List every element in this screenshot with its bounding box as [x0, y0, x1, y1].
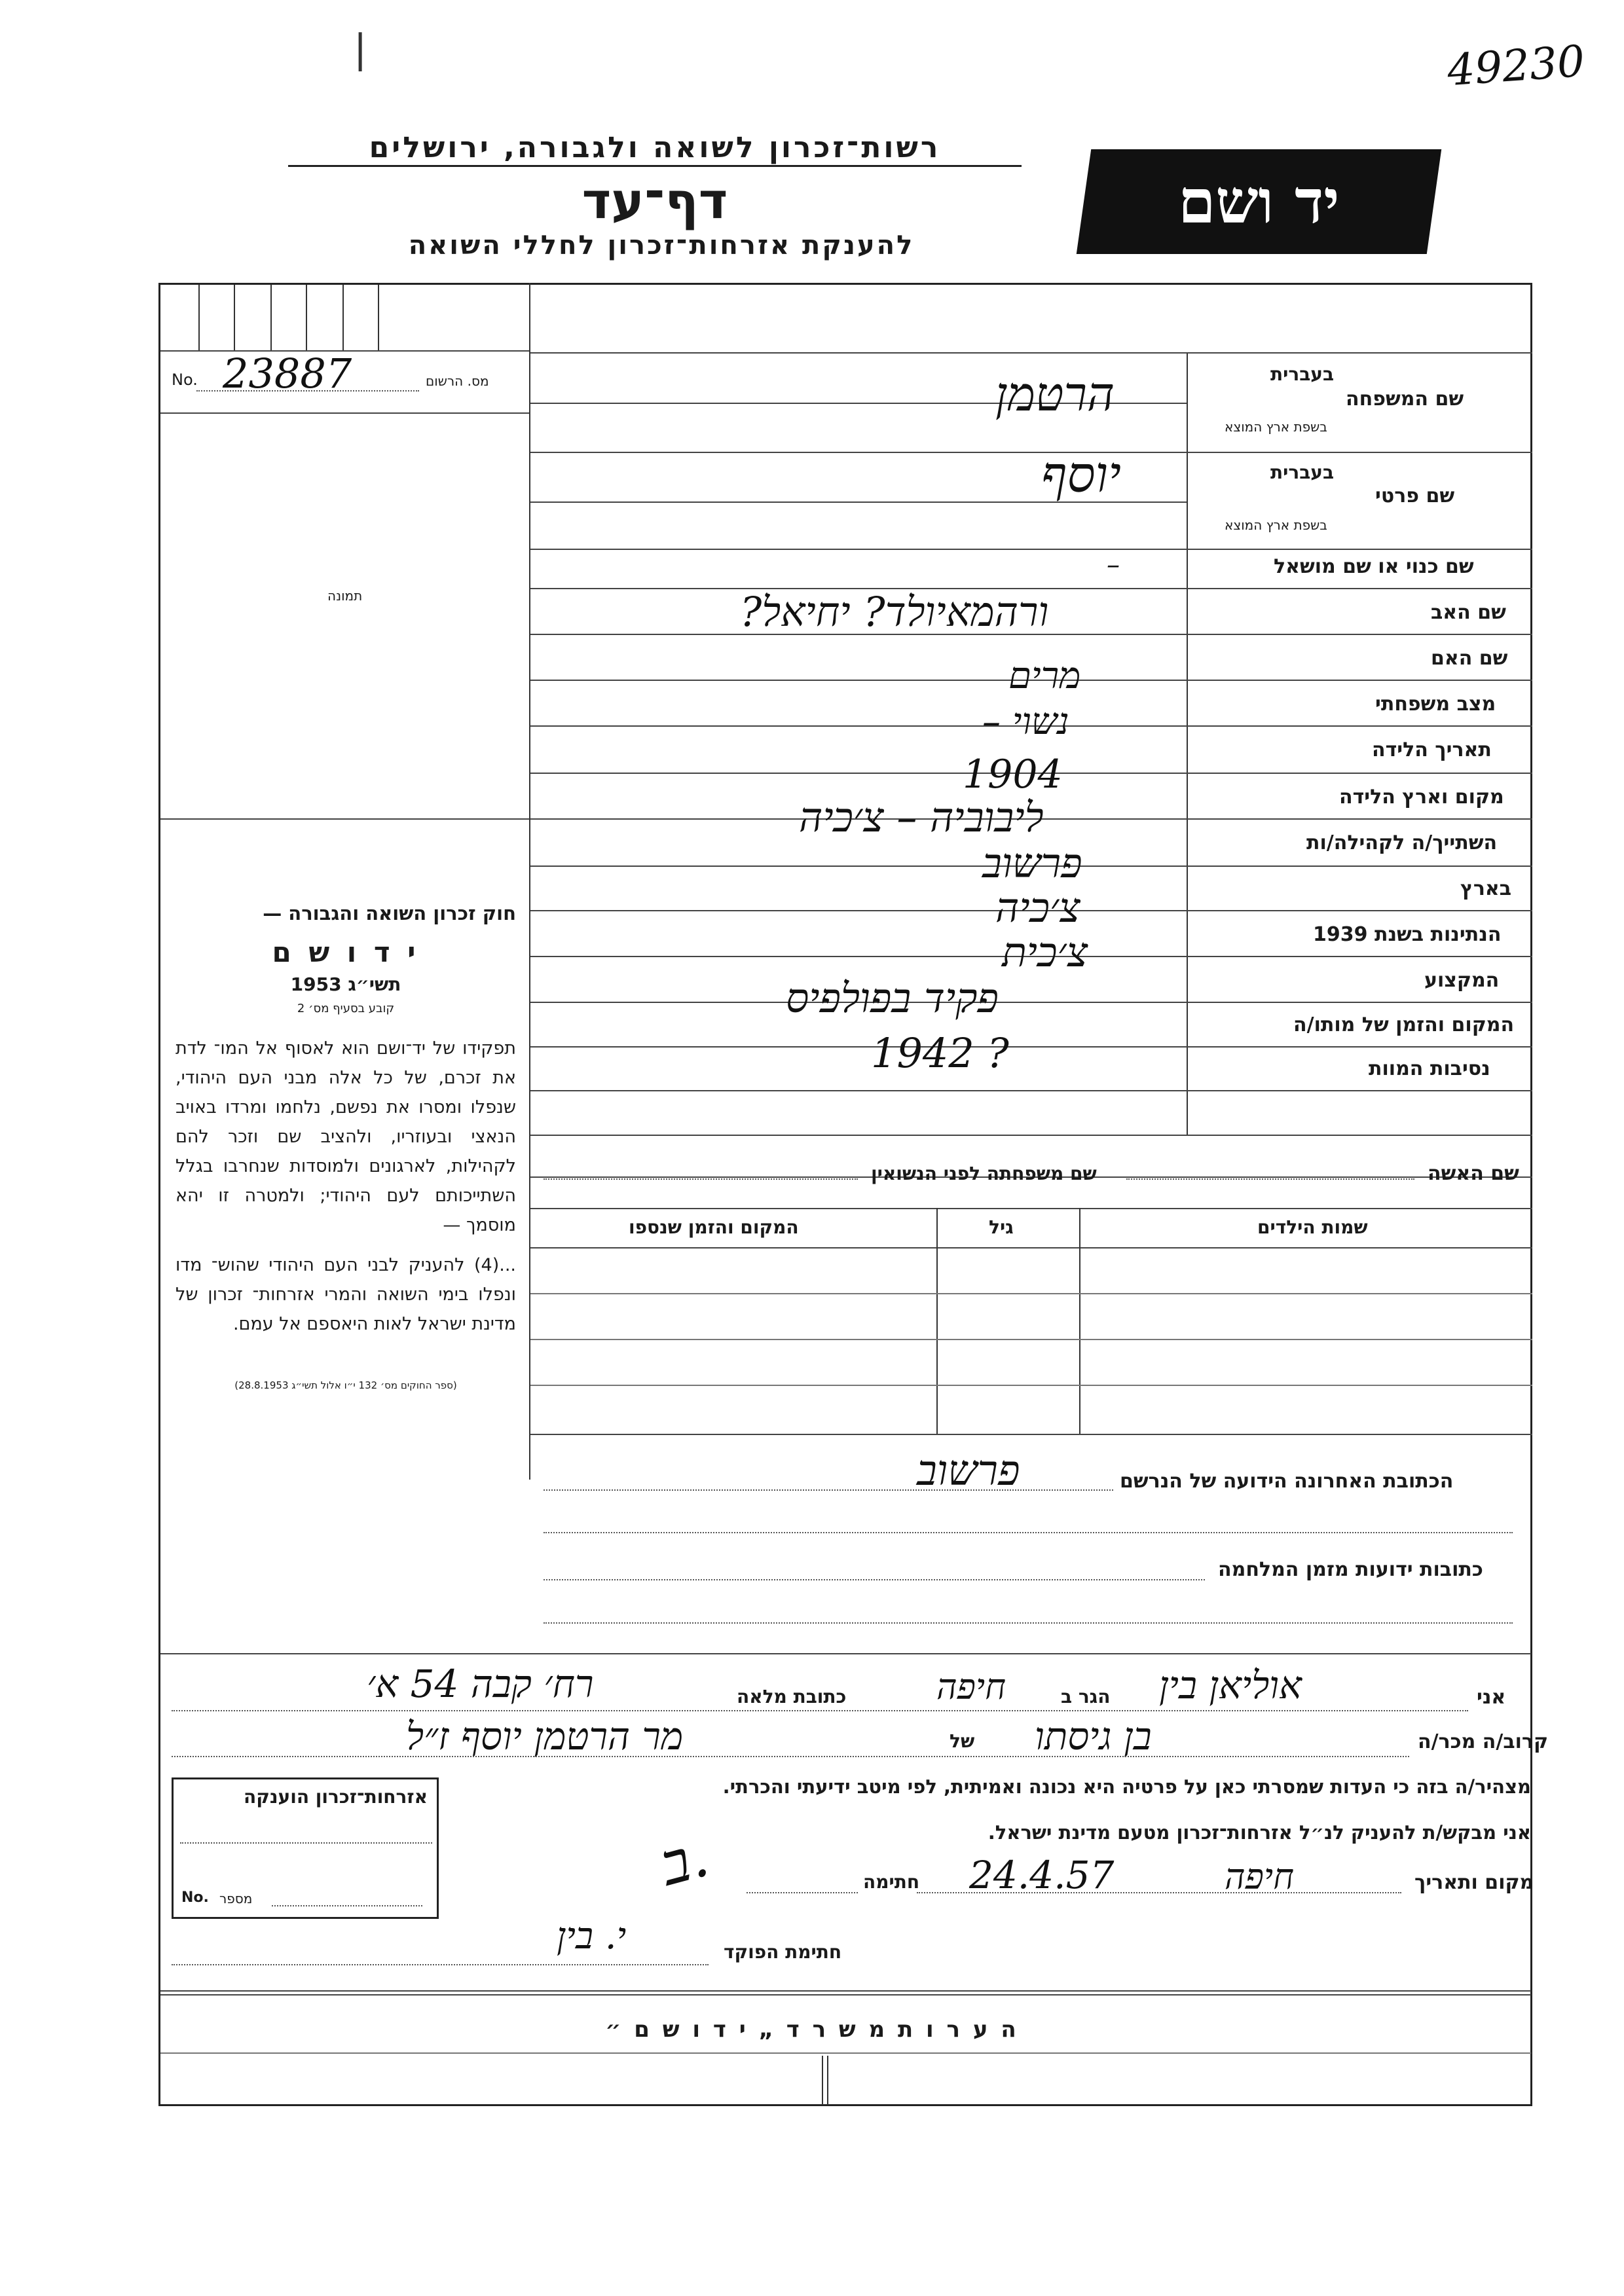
registration-no-label: No.: [172, 371, 198, 389]
yad-vashem-logo: [1077, 149, 1441, 254]
corner-mark: |: [354, 26, 367, 72]
page-title: דף־עד: [581, 172, 728, 230]
law-name: י ד ו ש ם: [272, 936, 420, 968]
row-line: [530, 1002, 1532, 1003]
community-label: השתייך/ה לקהילה/ות: [1306, 831, 1498, 854]
father-label: שם האב: [1431, 601, 1506, 624]
nickname-value: –: [1107, 550, 1120, 580]
registration-dots: [196, 390, 419, 392]
label-column-divider: [1187, 352, 1188, 1135]
law-title: חוק זכרון השואה והגבורה —: [263, 902, 516, 924]
community-value: פרשוב: [982, 839, 1082, 887]
registration-label: מס. הרשום: [426, 373, 489, 389]
children-row-line: [530, 1293, 1532, 1294]
declaration-statement: מצהיר/ה בזה כי העדות שמסרתי כאן על פרטיה היא נכונה ואמיתית, לפי מיטב ידיעתי והכרתי.: [722, 1776, 1531, 1798]
signature-dots: [747, 1892, 858, 1893]
citizenship-granted-box: [172, 1777, 439, 1919]
children-table-header-line: [530, 1247, 1532, 1248]
row-line: [530, 1090, 1532, 1091]
officer-signature-label: חתימת הפוקד: [724, 1941, 842, 1963]
box-divider: [198, 285, 200, 350]
declarant-i-label: אני: [1477, 1686, 1506, 1709]
signature-value: ב.: [653, 1821, 716, 1899]
firstname-label: שם פרטי: [1375, 484, 1455, 507]
authority-underline: [288, 165, 1022, 167]
law-paragraph-1: תפקידו של יד־ושם הוא לאסוף אל המו־ לדת את זכרם, של כל אלה מבני העם היהודי, שנפלו ומסרו את נפשם, נלחמו ומרדו באויב הנאצי ובעוזריו, ולהציב שם וזכר להם לקהילות, לארגונים ולמוסדות שנחרבו בגלל השתייכותם לעם היהודי; ולמטרה זו יהא מוסמך —: [175, 1038, 516, 1235]
officer-signature: י. בין: [557, 1915, 627, 1958]
registration-number: 23887: [223, 350, 352, 397]
place-value: חיפה: [1225, 1856, 1295, 1897]
relative-label: קרוב/ה מכר/ה: [1418, 1730, 1549, 1753]
row-line: [530, 352, 1532, 354]
citizenship-granted-title: אזרחות־זכרון הוענקה: [244, 1786, 428, 1808]
authority-name: רשות־זכרון לשואה ולגבורה, ירושלים: [369, 131, 941, 164]
children-header-place: המקום והזמן שנספו: [629, 1216, 799, 1238]
children-header-age: גיל: [989, 1216, 1014, 1238]
officer-signature-dots: [172, 1964, 709, 1965]
children-col-divider: [936, 1208, 938, 1434]
father-value: ורהמאיולד? יחיאל?: [740, 588, 1049, 636]
of-value: מר הרטמן יוסף ז״ל: [406, 1714, 684, 1758]
box-divider: [270, 285, 272, 350]
lang-origin-label: בשפת ארץ המוצא: [1225, 517, 1327, 533]
archive-number: 49230: [1445, 35, 1587, 96]
children-table-bottom: [530, 1434, 1532, 1435]
children-col-divider: [1079, 1208, 1080, 1434]
office-notes-top-line: [160, 1990, 1531, 1992]
left-column-divider: [529, 283, 530, 1480]
office-notes-top-line: [160, 1994, 1531, 1995]
row-line: [530, 549, 1532, 550]
photo-bottom-line: [160, 818, 529, 820]
last-address-value: פרשוב: [917, 1447, 1020, 1495]
declarant-resides-label: הגר ב: [1061, 1686, 1111, 1707]
office-notes-line: [160, 2052, 1531, 2054]
declaration-separator: [160, 1653, 1531, 1654]
last-address-dots: [544, 1489, 1113, 1491]
declarant-address: רח׳ קבה 54 א׳: [367, 1662, 594, 1706]
death-place-value: 1942 ?: [871, 1029, 1009, 1077]
law-paragraph-2: ...(4) להעניק לבני העם היהודי שהוש־ מדו ונפלו בימי השואה והמרי אזרחות־ זכרון של מדינת ישראל לאות היאספם אל עמם.: [175, 1255, 516, 1334]
citizenship-request: אני מבקש/ת להעניק לנ״ל אזרחות־זכרון מטעם מדינת ישראל.: [987, 1821, 1531, 1844]
wife-dots: [1126, 1178, 1414, 1180]
row-line: [530, 1046, 1532, 1048]
box-divider: [342, 285, 344, 350]
declarant-address-label: כתובת מלאה: [737, 1686, 847, 1707]
place-date-label: מקום ותאריך: [1414, 1871, 1534, 1894]
law-year: תשי״ג 1953: [290, 974, 401, 995]
logo-text: יד ושם: [1178, 166, 1340, 237]
last-address-label: הכתובת האחרונה הידועה של הנרשם: [1120, 1470, 1454, 1493]
profession-label: המקצוע: [1424, 969, 1500, 992]
nickname-label: שם כנוי או שם מושאל: [1274, 555, 1474, 578]
citizenship-no-label: No.: [181, 1889, 209, 1906]
office-notes-mark: [827, 2056, 828, 2105]
lang-origin-label: בשפת ארץ המוצא: [1225, 419, 1327, 435]
declarant-city: חיפה: [936, 1666, 1006, 1707]
box-divider: [306, 285, 307, 350]
surname-value: הרטמן: [995, 367, 1115, 422]
lang-hebrew-label: בעברית: [1270, 462, 1335, 483]
marital-label: מצב משפחתי: [1375, 693, 1496, 716]
firstname-value: יוסף: [1041, 445, 1121, 503]
children-table-top: [530, 1208, 1532, 1209]
birthdate-value: 1904: [963, 752, 1063, 797]
address-dots: [544, 1532, 1513, 1533]
law-block: [175, 902, 516, 1391]
page-subtitle: להענקת אזרחות־זכרון לחללי השואה: [408, 230, 915, 261]
mother-value: מרים: [1008, 655, 1081, 697]
lang-hebrew-label: בעברית: [1270, 363, 1335, 385]
declarant-name: אוליאן בין: [1159, 1663, 1302, 1707]
relative-value: בן גיסתו: [1035, 1714, 1152, 1758]
citizenship-number-dots: [272, 1905, 422, 1906]
box-divider: [234, 285, 235, 350]
signature-label: חתימה: [863, 1871, 920, 1893]
declaration-dots: [172, 1710, 1468, 1711]
surname-label: שם המשפחה: [1346, 388, 1464, 410]
wartime-address-label: כתובות ידועות מזמן המלחמה: [1218, 1558, 1483, 1581]
children-row-line: [530, 1339, 1532, 1340]
death-place-label: המקום והזמן של מותו/ה: [1293, 1013, 1515, 1036]
country-label: בארץ: [1460, 877, 1512, 900]
citizenship-value: צ׳כית: [1002, 928, 1088, 976]
wife-label: שם האשה: [1428, 1162, 1519, 1185]
box-divider: [378, 285, 379, 350]
wife-maiden-dots: [544, 1178, 858, 1180]
birthplace-value: ליבוביה – צ׳כיה: [799, 793, 1044, 841]
law-section: קובע בסעיף מס׳ 2: [297, 1002, 395, 1015]
address-dots: [544, 1622, 1513, 1624]
citizenship-box-dots: [180, 1842, 432, 1844]
registration-boxes: [160, 285, 529, 350]
office-notes-title: ה ע ר ו ת מ ש ר ד „ י ד ו ש ם ״: [605, 2016, 1019, 2043]
children-row-line: [530, 1385, 1532, 1386]
children-header-names: שמות הילדים: [1257, 1216, 1368, 1238]
registration-bottom-line: [160, 412, 529, 414]
birthplace-label: מקום וארץ הלידה: [1339, 786, 1504, 809]
wartime-address-dots: [544, 1579, 1205, 1580]
citizenship-number-label: מספר: [219, 1891, 253, 1906]
relative-dots: [172, 1756, 1409, 1757]
citizenship-label: הנתינות בשנת 1939: [1313, 923, 1502, 946]
place-date-dots: [917, 1892, 1401, 1893]
wife-maiden-label: שם משפחתה לפני הנשואין: [871, 1163, 1097, 1184]
country-value: צ׳כיה: [995, 884, 1080, 932]
photo-label: תמונה: [327, 588, 363, 604]
row-line: [530, 452, 1532, 453]
law-citation: (ספר החוקים מס׳ 132 י״ו אלול תשי״ג 28.8.1953): [234, 1379, 457, 1391]
marital-value: נשוי –: [982, 701, 1069, 743]
of-label: של: [950, 1730, 975, 1752]
death-circ-label: נסיבות המוות: [1369, 1057, 1490, 1080]
office-notes-mark: [822, 2056, 823, 2105]
date-value: 24.4.57: [969, 1853, 1115, 1897]
mother-label: שם האם: [1431, 647, 1508, 670]
row-line: [530, 1135, 1532, 1136]
profession-value: פקיד בפולפיס: [786, 974, 999, 1022]
birthdate-label: תאריך הלידה: [1372, 738, 1492, 761]
